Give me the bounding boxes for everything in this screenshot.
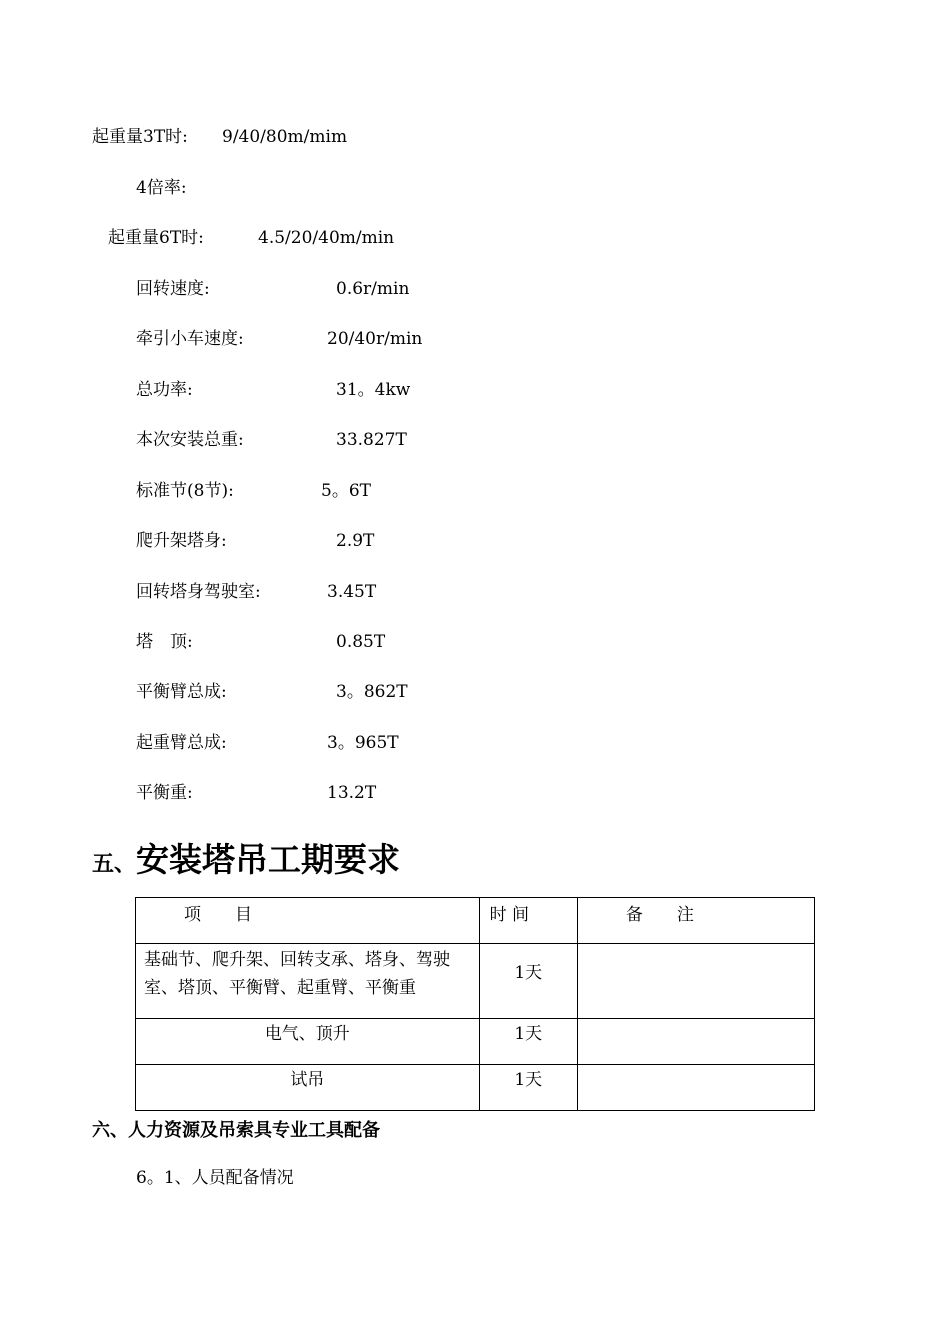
spec-label: 起重臂总成: xyxy=(136,733,227,753)
spec-value: 31。4kw xyxy=(336,380,411,400)
spec-value: 0.6r/min xyxy=(336,279,410,299)
table-row xyxy=(136,1065,815,1111)
spec-label: 牵引小车速度: xyxy=(136,329,244,349)
spec-value: 20/40r/min xyxy=(327,329,423,349)
spec-value: 33.827T xyxy=(336,430,407,450)
cell-item: 试吊 xyxy=(136,1065,480,1111)
header-item: 项 目 xyxy=(136,898,480,944)
spec-value: 3。862T xyxy=(336,682,408,702)
table-row xyxy=(136,944,815,1019)
spec-label: 平衡臂总成: xyxy=(136,682,227,702)
spec-value: 0.85T xyxy=(336,632,386,652)
spec-label: 平衡重: xyxy=(136,783,193,803)
cell-time: 1天 xyxy=(479,1019,577,1065)
cell-item: 电气、顶升 xyxy=(136,1019,480,1065)
spec-label: 回转塔身驾驶室: xyxy=(136,582,261,602)
schedule-table xyxy=(135,897,815,1111)
cell-time: 1天 xyxy=(479,1065,577,1111)
section-5-title: 安装塔吊工期要求 xyxy=(136,840,401,879)
section-5-heading xyxy=(92,834,400,881)
spec-label: 本次安装总重: xyxy=(136,430,244,450)
spec-label: 4倍率: xyxy=(136,178,187,198)
table-header-row xyxy=(136,898,815,944)
spec-label: 标准节(8节): xyxy=(136,481,234,501)
section-6-heading: 六、人力资源及吊索具专业工具配备 xyxy=(92,1120,380,1141)
header-time: 时 间 xyxy=(479,898,577,944)
spec-value: 4.5/20/40m/min xyxy=(258,228,395,248)
spec-label: 爬升架塔身: xyxy=(136,531,227,551)
cell-time: 1天 xyxy=(479,944,577,1019)
spec-value: 3。965T xyxy=(327,733,399,753)
spec-value: 5。6T xyxy=(321,481,371,501)
header-note: 备 注 xyxy=(577,898,814,944)
spec-label: 塔 顶: xyxy=(136,632,193,652)
cell-item: 基础节、爬升架、回转支承、塔身、驾驶室、塔顶、平衡臂、起重臂、平衡重 xyxy=(136,944,480,1019)
spec-label: 总功率: xyxy=(136,380,193,400)
cell-note xyxy=(577,1019,814,1065)
spec-value: 2.9T xyxy=(336,531,375,551)
spec-label: 起重量6T时: xyxy=(108,228,204,248)
spec-value: 13.2T xyxy=(327,783,377,803)
spec-value: 3.45T xyxy=(327,582,377,602)
cell-note xyxy=(577,1065,814,1111)
subsection-6-1-heading: 6。1、人员配备情况 xyxy=(136,1168,294,1188)
spec-label: 起重量3T时: xyxy=(92,127,188,147)
cell-note xyxy=(577,944,814,1019)
spec-value: 9/40/80m/mim xyxy=(222,127,348,147)
spec-label: 回转速度: xyxy=(136,279,210,299)
section-5-number: 五、 xyxy=(92,852,137,877)
table-row xyxy=(136,1019,815,1065)
